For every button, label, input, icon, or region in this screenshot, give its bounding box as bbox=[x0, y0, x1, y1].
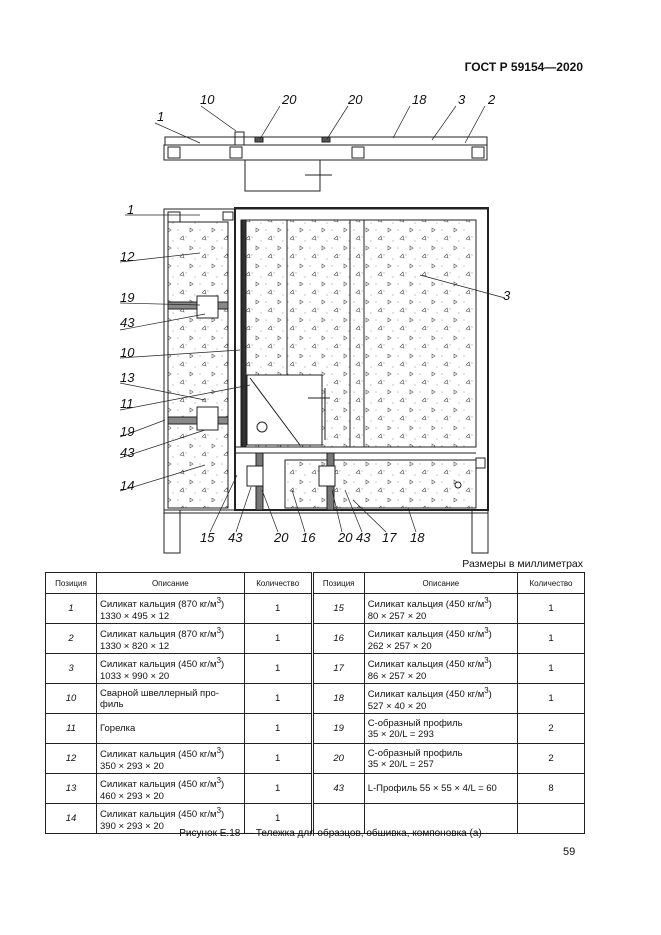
description-line: Силикат кальция (450 кг/м bbox=[100, 659, 217, 671]
position-cell: 20 bbox=[312, 744, 364, 774]
quantity-cell: 2 bbox=[518, 744, 585, 774]
callout-label: 20 bbox=[338, 530, 353, 545]
quantity-cell: 1 bbox=[518, 684, 585, 714]
description-line: 35 × 20/L = 257 bbox=[367, 758, 434, 770]
callout-label: 43 bbox=[120, 445, 135, 460]
callout-label: 19 bbox=[120, 424, 135, 439]
quantity-cell: 1 bbox=[244, 714, 312, 744]
quantity-cell: 1 bbox=[244, 744, 312, 774]
callout-label: 11 bbox=[120, 396, 134, 411]
callout-label: 20 bbox=[282, 92, 297, 107]
description-cell bbox=[97, 684, 245, 714]
description-line: С-образный профиль bbox=[367, 717, 463, 729]
description-line: Силикат кальция (450 кг/м bbox=[100, 749, 217, 761]
position-cell: 15 bbox=[312, 594, 364, 624]
description-line: 527 × 40 × 20 bbox=[367, 700, 427, 712]
callout-label: 14 bbox=[120, 478, 135, 493]
callout-label: 43 bbox=[356, 530, 371, 545]
description-line: 80 × 257 × 20 bbox=[367, 610, 427, 622]
description-cell bbox=[364, 684, 517, 714]
callout-label: 3 bbox=[503, 288, 511, 303]
table-row bbox=[46, 654, 585, 684]
description-line: 390 × 293 × 20 bbox=[100, 820, 164, 832]
paren: ) bbox=[488, 599, 492, 611]
paren: ) bbox=[488, 629, 492, 641]
quantity-cell: 2 bbox=[518, 714, 585, 744]
callout-label: 3 bbox=[458, 92, 466, 107]
callout-label: 19 bbox=[120, 290, 135, 305]
superscript: 3 bbox=[484, 656, 489, 666]
column-header: Количество bbox=[518, 573, 585, 594]
callout-label: 10 bbox=[120, 345, 135, 360]
description-line: Силикат кальция (450 кг/м bbox=[367, 629, 485, 641]
front-view bbox=[164, 208, 488, 553]
description-cell bbox=[97, 654, 245, 684]
parts-table bbox=[45, 572, 585, 834]
description-cell bbox=[97, 624, 245, 654]
position-cell: 1 bbox=[46, 594, 97, 624]
position-cell: 18 bbox=[312, 684, 364, 714]
paren: ) bbox=[220, 599, 225, 611]
paren: ) bbox=[220, 779, 225, 791]
callout-label: 15 bbox=[200, 530, 215, 545]
description-line: 35 × 20/L = 293 bbox=[367, 728, 434, 740]
top-view bbox=[164, 132, 487, 191]
callout-label: 43 bbox=[228, 530, 243, 545]
description-cell bbox=[364, 714, 517, 744]
description-line: Силикат кальция (450 кг/м bbox=[367, 689, 485, 701]
position-cell: 14 bbox=[46, 804, 97, 834]
callout-label: 1 bbox=[157, 109, 165, 124]
quantity-cell: 1 bbox=[244, 684, 312, 714]
callout-label: 16 bbox=[301, 530, 316, 545]
column-header: Количество bbox=[244, 573, 312, 594]
description-line: Силикат кальция (450 кг/м bbox=[367, 659, 485, 671]
superscript: 3 bbox=[216, 806, 221, 816]
description-cell bbox=[97, 714, 245, 744]
callout-label: 43 bbox=[120, 315, 135, 330]
description-cell bbox=[364, 774, 517, 804]
description-line: 86 × 257 × 20 bbox=[367, 670, 427, 682]
units-note: Размеры в миллиметрах bbox=[462, 558, 583, 570]
quantity-cell: 1 bbox=[244, 774, 312, 804]
column-header: Позиция bbox=[312, 573, 364, 594]
superscript: 3 bbox=[484, 596, 489, 606]
position-cell: 19 bbox=[312, 714, 364, 744]
description-line: Силикат кальция (870 кг/м bbox=[100, 599, 217, 611]
table-row bbox=[46, 624, 585, 654]
description-line: Силикат кальция (450 кг/м bbox=[367, 599, 485, 611]
description-line: С-образный профиль bbox=[367, 747, 463, 759]
description-line: Сварной швеллерный про- bbox=[100, 687, 219, 699]
position-cell: 17 bbox=[312, 654, 364, 684]
description-line: Силикат кальция (870 кг/м bbox=[100, 629, 217, 641]
description-line: 350 × 293 × 20 bbox=[100, 760, 164, 772]
table-row bbox=[46, 714, 585, 744]
table-row bbox=[46, 774, 585, 804]
callout-label: 13 bbox=[120, 370, 135, 385]
callout-label: 12 bbox=[120, 249, 135, 264]
column-header: Описание bbox=[364, 573, 517, 594]
position-cell: 43 bbox=[312, 774, 364, 804]
quantity-cell: 1 bbox=[518, 654, 585, 684]
quantity-cell: 8 bbox=[518, 774, 585, 804]
paren: ) bbox=[220, 659, 225, 671]
page-number: 59 bbox=[563, 846, 576, 858]
description-cell bbox=[364, 594, 517, 624]
position-cell: 13 bbox=[46, 774, 97, 804]
description-line: Силикат кальция (450 кг/м bbox=[100, 779, 217, 791]
description-cell bbox=[364, 654, 517, 684]
figure-caption: Рисунок Е.18 — Тележка для образцов, обшивка, компоновка (а) bbox=[179, 828, 482, 839]
superscript: 3 bbox=[216, 626, 221, 636]
callout-label: 18 bbox=[410, 530, 425, 545]
description-line: Силикат кальция (450 кг/м bbox=[100, 809, 217, 821]
description-cell bbox=[364, 624, 517, 654]
description-line: Горелка bbox=[100, 723, 136, 734]
column-header: Описание bbox=[97, 573, 245, 594]
table-row bbox=[46, 684, 585, 714]
quantity-cell: 1 bbox=[244, 804, 312, 834]
description-line: 1330 × 495 × 12 bbox=[100, 610, 170, 622]
callout-label: 18 bbox=[412, 92, 427, 107]
superscript: 3 bbox=[216, 596, 221, 606]
superscript: 3 bbox=[216, 656, 221, 666]
description-line: 262 × 257 × 20 bbox=[367, 640, 432, 652]
description-line: L-Профиль 55 × 55 × 4/L = 60 bbox=[367, 783, 497, 794]
position-cell: 16 bbox=[312, 624, 364, 654]
paren: ) bbox=[488, 659, 492, 671]
callout-label: 17 bbox=[382, 530, 397, 545]
paren: ) bbox=[220, 749, 225, 761]
position-cell: 12 bbox=[46, 744, 97, 774]
callout-label: 20 bbox=[274, 530, 289, 545]
position-cell: 2 bbox=[46, 624, 97, 654]
description-line: филь bbox=[100, 698, 124, 710]
standard-number: ГОСТ Р 59154—2020 bbox=[464, 60, 583, 74]
quantity-cell: 1 bbox=[244, 594, 312, 624]
superscript: 3 bbox=[216, 776, 221, 786]
superscript: 3 bbox=[484, 626, 489, 636]
callout-label: 2 bbox=[488, 92, 496, 107]
paren: ) bbox=[220, 629, 225, 641]
position-cell: 10 bbox=[46, 684, 97, 714]
paren: ) bbox=[220, 809, 225, 821]
quantity-cell: 1 bbox=[518, 624, 585, 654]
table-row bbox=[46, 744, 585, 774]
quantity-cell: 1 bbox=[518, 594, 585, 624]
description-cell bbox=[97, 774, 245, 804]
description-cell bbox=[97, 594, 245, 624]
superscript: 3 bbox=[484, 686, 489, 696]
quantity-cell: 1 bbox=[244, 654, 312, 684]
callout-label: 1 bbox=[127, 202, 135, 217]
description-cell bbox=[97, 744, 245, 774]
callout-label: 10 bbox=[200, 92, 215, 107]
paren: ) bbox=[488, 689, 492, 701]
column-header: Позиция bbox=[46, 573, 97, 594]
description-line: 460 × 293 × 20 bbox=[100, 790, 164, 802]
description-line: 1033 × 990 × 20 bbox=[100, 670, 170, 682]
description-cell bbox=[364, 744, 517, 774]
description-line: 1330 × 820 × 12 bbox=[100, 640, 170, 652]
position-cell: 11 bbox=[46, 714, 97, 744]
callout-label: 20 bbox=[348, 92, 363, 107]
position-cell: 3 bbox=[46, 654, 97, 684]
quantity-cell: 1 bbox=[244, 624, 312, 654]
table-row bbox=[46, 594, 585, 624]
superscript: 3 bbox=[216, 746, 221, 756]
